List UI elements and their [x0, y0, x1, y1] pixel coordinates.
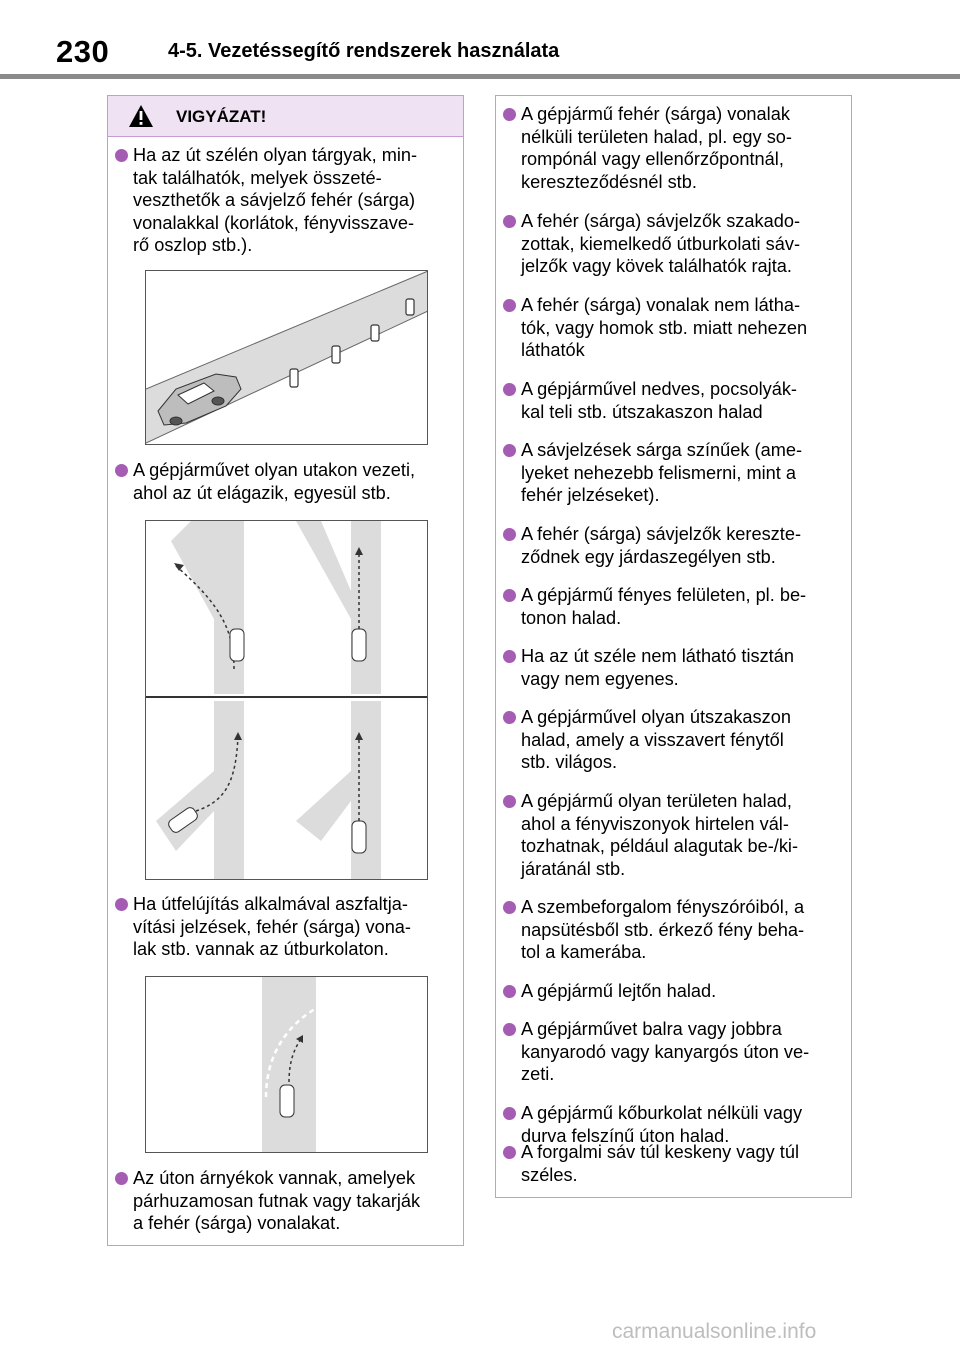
- list-item-text: A gépjárművel nedves, pocsolyák- kal teli stb. útszakaszon halad: [521, 379, 797, 422]
- figure-roadside-posts: [145, 270, 428, 445]
- bullet-icon: [503, 589, 516, 602]
- bullet-icon: [503, 383, 516, 396]
- warning-title: VIGYÁZAT!: [176, 107, 267, 126]
- bullet-icon: [503, 215, 516, 228]
- list-item-text: A gépjármű fehér (sárga) vonalak nélküli területen halad, pl. egy so- rompónál vagy ellenőrzőpontnál, kereszteződésnél stb.: [521, 104, 792, 192]
- bullet-icon: [503, 108, 516, 121]
- header-divider: [0, 74, 960, 79]
- list-item-text: A gépjárművet balra vagy jobbra kanyarodó vagy kanyargós úton ve- zeti.: [521, 1019, 810, 1084]
- list-item-text: A forgalmi sáv túl keskeny vagy túl széles.: [521, 1142, 799, 1185]
- list-item-text: A gépjármű fényes felületen, pl. be- tonon halad.: [521, 585, 807, 628]
- bullet-icon: [503, 795, 516, 808]
- bullet-icon: [503, 528, 516, 541]
- warning-header: [108, 96, 463, 137]
- warning-box: [107, 95, 464, 1246]
- page-number: 230: [56, 34, 110, 69]
- bullet-icon: [115, 1172, 128, 1185]
- bullet-icon: [503, 1146, 516, 1159]
- bullet-icon: [115, 464, 128, 477]
- figure-road-repair-marks: [145, 976, 428, 1153]
- list-item-text: A gépjárművet olyan utakon vezeti, ahol az út elágazik, egyesül stb.: [133, 460, 416, 503]
- page-header: [0, 0, 960, 80]
- bullet-icon: [503, 985, 516, 998]
- conditions-box: [495, 95, 852, 1198]
- list-item-text: Az úton árnyékok vannak, amelyek párhuzamosan futnak vagy takarják a fehér (sárga) vonalakat.: [133, 1168, 421, 1233]
- bullet-icon: [115, 149, 128, 162]
- list-item-text: A fehér (sárga) vonalak nem látha- tók, vagy homok stb. miatt nehezen láthatók: [521, 295, 808, 360]
- list-item-text: A gépjárművel olyan útszakaszon halad, amely a visszavert fénytől stb. világos.: [521, 707, 791, 772]
- bullet-icon: [503, 444, 516, 457]
- figure-branching-roads: [145, 520, 428, 880]
- list-item-text: Ha útfelújítás alkalmával aszfaltja- vítási jelzések, fehér (sárga) vona- lak stb. vannak az útburkolaton.: [133, 894, 411, 959]
- bullet-icon: [503, 299, 516, 312]
- bullet-icon: [503, 711, 516, 724]
- list-item-text: A szembeforgalom fényszóróiból, a napsütésből stb. érkező fény beha- tol a kamerába.: [521, 897, 805, 962]
- bullet-icon: [503, 1023, 516, 1036]
- list-item-text: A sávjelzések sárga színűek (ame- lyeket nehezebb felismerni, mint a fehér jelzéseket).: [521, 440, 803, 505]
- list-item-text: Ha az út szélén olyan tárgyak, min- tak találhatók, melyek összeté- veszthetők a sávjelző fehér (sárga) vonalakkal (korlátok, fényvisszave- rő oszlop stb.).: [133, 145, 418, 255]
- list-item-text: A gépjármű kőburkolat nélküli vagy durva felszínű úton halad.: [521, 1103, 803, 1146]
- watermark: carmanualsonline.info: [612, 1320, 817, 1343]
- list-item-text: A fehér (sárga) sávjelzők kereszte- ződnek egy járdaszegélyen stb.: [521, 524, 801, 567]
- bullet-icon: [503, 1107, 516, 1120]
- warning-triangle-icon: [128, 104, 154, 128]
- list-item-text: A gépjármű lejtőn halad.: [521, 981, 717, 1001]
- bullet-icon: [503, 901, 516, 914]
- list-item-text: Ha az út széle nem látható tisztán vagy nem egyenes.: [521, 646, 794, 689]
- section-title: 4-5. Vezetéssegítő rendszerek használata: [168, 40, 560, 62]
- bullet-icon: [503, 650, 516, 663]
- list-item-text: A fehér (sárga) sávjelzők szakado- zottak, kiemelkedő útburkolati sáv- jelzők vagy kövek találhatók rajta.: [521, 211, 801, 276]
- bullet-icon: [115, 898, 128, 911]
- list-item-text: A gépjármű olyan területen halad, ahol a fényviszonyok hirtelen vál- tozhatnak, például alagutak be-/ki- járatánál stb.: [521, 791, 799, 879]
